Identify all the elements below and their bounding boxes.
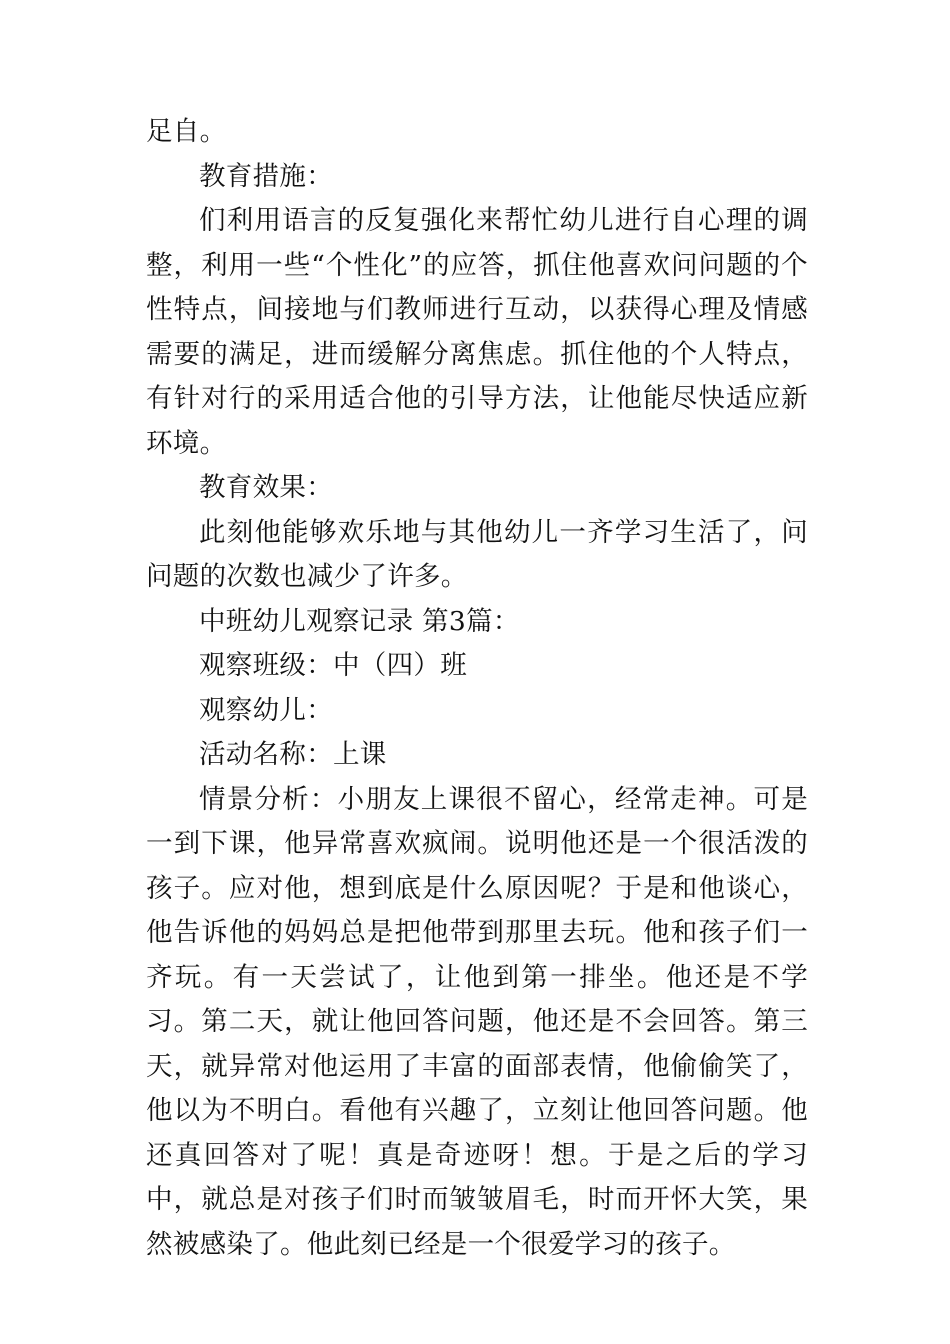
paragraph-situation-analysis: 情景分析：小朋友上课很不留心，经常走神。可是一到下课，他异常喜欢疯闹。说明他还是一个很活泼的孩子。应对他，想到底是什么原因呢？于是和他谈心，他告诉他的妈妈总是把他带到那里去玩。他和孩子们一齐玩。有一天尝试了，让他到第一排坐。他还是不学习。第二天，就让他回答问题，他还是不会回答。第三天，就异常对他运用了丰富的面部表情，他偷偷笑了，他以为不明白。看他有兴趣了，立刻让他回答问题。他还真回答对了呢！真是奇迹呀！想。于是之后的学习中，就总是对孩子们时而皱皱眉毛，时而开怀大笑，果然被感染了。他此刻已经是一个很爱学习的孩子。 [146,783,808,1260]
field-observation-class: 观察班级：中（四）班 [199,650,467,681]
heading-education-measures: 教育措施： [199,160,333,192]
field-activity-name: 活动名称：上课 [199,739,387,770]
body-text [146,110,808,1267]
paragraph-measures: 们利用语言的反复强化来帮忙幼儿进行自心理的调整，利用一些“个性化”的应答，抓住他喜欢问问题的个性特点，间接地与们教师进行互动，以获得心理及情感需要的满足，进而缓解分离焦虑。抓住他的个人特点，有针对行的采用适合他的引导方法，让他能尽快适应新环境。 [146,205,808,459]
paragraph-continuation: 足自。 [146,116,227,147]
field-observed-child: 观察幼儿： [199,694,333,726]
paragraph-effect: 此刻他能够欢乐地与其他幼儿一齐学习生活了，问问题的次数也减少了许多。 [146,516,808,592]
section-title: 中班幼儿观察记录 第3篇： [199,605,520,637]
heading-education-effect: 教育效果： [199,472,333,503]
